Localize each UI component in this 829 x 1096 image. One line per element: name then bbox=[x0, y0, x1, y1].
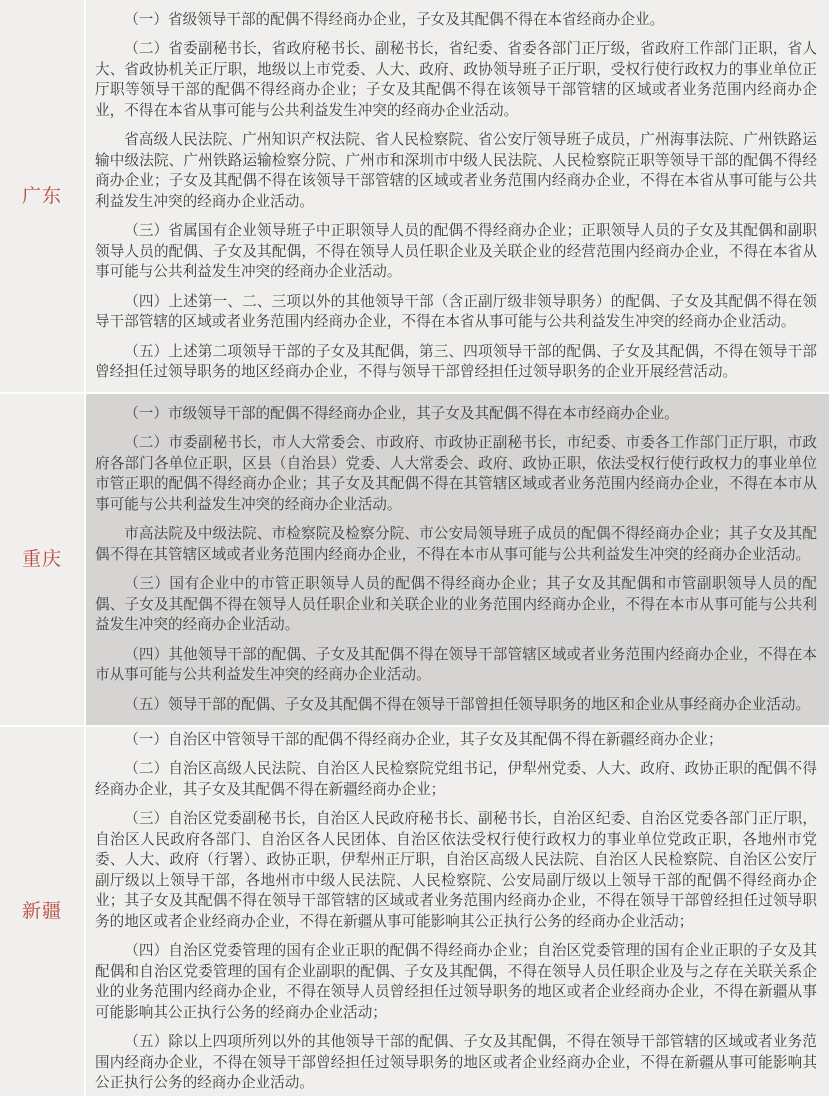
regulation-paragraph: （二）市委副秘书长，市人大常委会、市政府、市政协正副秘书长，市纪委、市委各工作部门正厅职，市政府各部门各单位正职，区县（自治县）党委、人大常委会、政府、政协正职，依法受权行使行政权力的事业单位市管正职的配偶不得经商办企业；其子女及其配偶不得在其管辖区域或者业务范围内经商办企业，不得在本市从事可能与公共利益发生冲突的经商办企业活动。 bbox=[95, 435, 817, 513]
regulation-paragraph: （五）上述第二项领导干部的子女及其配偶，第三、四项领导干部的配偶、子女及其配偶，不得在领导干部曾经担任过领导职务的地区经商办企业，不得与领导干部曾经担任过领导职务的企业开展经营活动。 bbox=[95, 343, 817, 380]
region-label-cell bbox=[0, 727, 84, 1096]
regulation-paragraph: （四）自治区党委管理的国有企业正职的配偶不得经商办企业；自治区党委管理的国有企业正职的子女及其配偶和自治区党委管理的国有企业副职的配偶、子女及其配偶，不得在领导人员任职企业及与之存在关联关系企业的业务范围内经商办企业，不得在领导人员曾经担任过领导职务的地区或者企业经商办企业，不得在新疆从事可能影响其公正执行公务的经商办企业活动； bbox=[95, 943, 817, 1021]
region-label-cell bbox=[0, 394, 84, 725]
regulation-paragraph: （五）领导干部的配偶、子女及其配偶不得在领导干部曾担任领导职务的地区和企业从事经商办企业活动。 bbox=[124, 696, 811, 713]
region-label: 新疆 bbox=[21, 901, 62, 922]
region-label-cell bbox=[0, 0, 84, 392]
region-label: 广东 bbox=[21, 185, 62, 207]
regulation-paragraph: （三）省属国有企业领导班子中正职领导人员的配偶不得经商办企业；正职领导人员的子女及其配偶和副职领导人员的配偶、子女及其配偶，不得在领导人员任职企业及关联企业的经营范围内经商办企业，不得在本省从事可能与公共利益发生冲突的经商办企业活动。 bbox=[95, 223, 817, 280]
regulation-paragraph: 省高级人民法院、广州知识产权法院、省人民检察院、省公安厅领导班子成员，广州海事法院、广州铁路运输中级法院、广州铁路运输检察分院、广州市和深圳市中级人民法院、人民检察院正职等领导干部的配偶不得经商办企业；子女及其配偶不得在该领导干部管辖的区域或者业务范围内经商办企业，不得在本省从事可能与公共利益发生冲突的经商办企业活动。 bbox=[95, 132, 817, 210]
regulation-paragraph: （四）其他领导干部的配偶、子女及其配偶不得在领导干部管辖区域或者业务范围内经商办企业，不得在本市从事可能与公共利益发生冲突的经商办企业活动。 bbox=[95, 646, 817, 684]
regulation-paragraph: （三）国有企业中的市管正职领导人员的配偶不得经商办企业；其子女及其配偶和市管副职领导人员的配偶、子女及其配偶不得在领导人员任职企业和关联企业的业务范围内经商办企业，不得在本市从事可能与公共利益发生冲突的经商办企业活动。 bbox=[95, 576, 817, 634]
regulation-paragraph: 市高法院及中级法院、市检察院及检察分院、市公安局领导班子成员的配偶不得经商办企业；其子女及其配偶不得在其管辖区域或者业务范围内经商办企业，不得在本市从事可能与公共利益发生冲突的经商办企业活动。 bbox=[95, 526, 817, 563]
regulation-paragraphs bbox=[86, 727, 829, 1096]
regulation-paragraph: （二）自治区高级人民法院、自治区人民检察院党组书记，伊犁州党委、人大、政府、政协正职的配偶不得经商办企业，其子女及其配偶不得在新疆经商办企业； bbox=[95, 761, 817, 798]
section-chongqing bbox=[0, 394, 829, 725]
regulation-paragraphs bbox=[86, 394, 829, 725]
regulation-paragraph: （四）上述第一、二、三项以外的其他领导干部（含正副厅级非领导职务）的配偶、子女及其配偶不得在领导干部管辖的区域或者业务范围内经商办企业，不得在本省从事可能与公共利益发生冲突的经商办企业活动。 bbox=[95, 293, 817, 330]
regulation-paragraph: （一）自治区中管领导干部的配偶不得经商办企业，其子女及其配偶不得在新疆经商办企业； bbox=[124, 731, 723, 748]
section-guangdong bbox=[0, 0, 829, 392]
regulation-paragraph: （一）市级领导干部的配偶不得经商办企业，其子女及其配偶不得在本市经商办企业。 bbox=[124, 405, 679, 422]
regulation-paragraph: （一）省级领导干部的配偶不得经商办企业，子女及其配偶不得在本省经商办企业。 bbox=[124, 11, 665, 28]
regulation-paragraphs bbox=[86, 0, 829, 392]
regulation-paragraph: （二）省委副秘书长，省政府秘书长、副秘书长，省纪委、省委各部门正厅级，省政府工作部门正职，省人大、省政协机关正厅职，地级以上市党委、人大、政府、政协领导班子正厅职，受权行使行政权力的事业单位正厅职等领导干部的配偶不得经商办企业；子女及其配偶不得在该领导干部管辖的区域或者业务范围内经商办企业，不得在本省从事可能与公共利益发生冲突的经商办企业活动。 bbox=[95, 41, 817, 119]
regulation-paragraph: （五）除以上四项所列以外的其他领导干部的配偶、子女及其配偶，不得在领导干部管辖的区域或者业务范围内经商办企业，不得在领导干部曾经担任过领导职务的地区或者企业经商办企业，不得在新疆从事可能影响其公正执行公务的经商办企业活动。 bbox=[95, 1034, 817, 1091]
regulation-paragraph: （三）自治区党委副秘书长，自治区人民政府秘书长、副秘书长，自治区纪委、自治区党委各部门正厅职，自治区人民政府各部门、自治区各人民团体、自治区依法受权行使行政权力的事业单位党政正职，各地州市党委、人大、政府（行署）、政协正职，伊犁州正厅职，自治区高级人民法院、自治区人民检察院、自治区公安厅副厅级以上领导干部，各地州市中级人民法院、人民检察院、公安局副厅级以上领导干部的配偶不得经商办企业；其子女及其配偶不得在领导干部管辖的区域或者业务范围内经商办企业，不得在领导干部曾经担任过领导职务的地区或者企业经商办企业，不得在新疆从事可能影响其公正执行公务的经商办企业活动； bbox=[95, 811, 817, 930]
region-label: 重庆 bbox=[21, 549, 62, 570]
section-xinjiang bbox=[0, 727, 829, 1096]
